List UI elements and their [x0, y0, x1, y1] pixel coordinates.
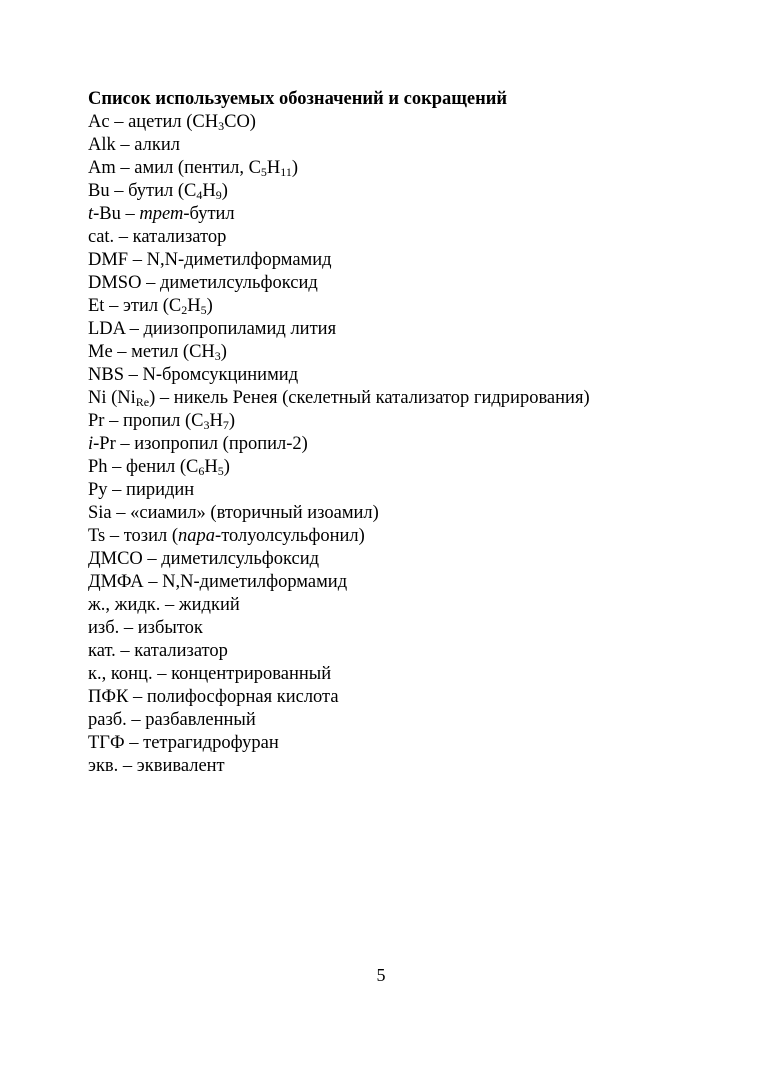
entry-text: CO): [224, 112, 256, 132]
entry-text: Ac – ацетил (CH: [88, 112, 219, 132]
entry-text: H: [209, 411, 223, 431]
subscript-text: 2: [181, 303, 188, 317]
italic-text: пара: [178, 526, 216, 546]
entry-text: ж., жидк. – жидкий: [88, 595, 240, 615]
entry-text: изб. – избыток: [88, 618, 203, 638]
entry-text: -Bu –: [93, 204, 140, 224]
entry-sia: [88, 502, 728, 525]
subscript-text: 9: [215, 188, 222, 202]
entry-text: разб. – разбавленный: [88, 710, 256, 730]
entry-text: ТГФ – тетрагидрофуран: [88, 733, 279, 753]
entry-text: кат. – катализатор: [88, 641, 228, 661]
entry-text: ): [221, 181, 228, 201]
entry-ts: [88, 525, 728, 548]
entry-text: ): [228, 411, 236, 431]
entry-dmf: [88, 249, 728, 272]
subscript-text: 5: [260, 165, 267, 179]
entry-text: ДМФА – N,N-диметилформамид: [88, 572, 348, 592]
entry-py: [88, 479, 728, 502]
entry-text: ): [206, 296, 213, 316]
entry-razb: [88, 709, 728, 732]
entry-text: LDA – диизопропиламид лития: [88, 319, 337, 339]
page-number: 5: [376, 965, 386, 985]
entry-text: H: [202, 181, 216, 201]
entry-i-pr: [88, 433, 728, 456]
entry-cat: [88, 226, 728, 249]
abbreviations-section: [88, 88, 728, 778]
entry-me: [88, 341, 728, 364]
entry-text: Bu – бутил (C: [88, 181, 197, 201]
entry-text: DMF – N,N-диметилформамид: [88, 250, 332, 270]
entry-text: -бутил: [183, 204, 235, 224]
entry-tgf: [88, 732, 728, 755]
entry-text: Am – амил (пентил, C: [88, 158, 261, 178]
entry-text: ) – никель Ренея (скелетный катализатор гидрирования): [149, 388, 590, 408]
abbreviations-list: [88, 111, 728, 778]
subscript-text: 7: [222, 418, 229, 432]
entry-text: DMSO – диметилсульфоксид: [88, 273, 318, 293]
entry-text: cat. – катализатор: [88, 227, 227, 247]
entry-bu: [88, 180, 728, 203]
subscript-text: 5: [200, 303, 207, 317]
entry-text: ПФК – полифосфорная кислота: [88, 687, 339, 707]
entry-text: Ts – тозил (: [88, 526, 179, 546]
entry-text: Ph – фенил (C: [88, 457, 199, 477]
entry-ni-re: [88, 387, 728, 410]
entry-text: Et – этил (C: [88, 296, 182, 316]
entry-dmso: [88, 272, 728, 295]
subscript-text: 3: [203, 418, 210, 432]
entry-pr: [88, 410, 728, 433]
italic-text: i: [88, 434, 94, 454]
entry-nbs: [88, 364, 728, 387]
entry-text: ): [220, 342, 227, 362]
subscript-text: 4: [196, 188, 203, 202]
entry-pfk: [88, 686, 728, 709]
entry-text: H: [204, 457, 218, 477]
entry-text: к., конц. – концентрированный: [88, 664, 332, 684]
entry-zh: [88, 594, 728, 617]
entry-text: ): [223, 457, 230, 477]
entry-text: H: [266, 158, 281, 178]
entry-t-bu: [88, 203, 728, 226]
subscript-text: 3: [218, 119, 225, 133]
subscript-text: Re: [135, 395, 150, 409]
subscript-text: 6: [198, 464, 205, 478]
entry-text: NBS – N-бромсукцинимид: [88, 365, 299, 385]
entry-izb: [88, 617, 728, 640]
entry-text: Me – метил (CH: [88, 342, 215, 362]
entry-text: Sia – «сиамил» (вторичный изоамил): [88, 503, 379, 523]
entry-text: Alk – алкил: [88, 135, 180, 155]
entry-ekv: [88, 755, 728, 778]
entry-text: H: [187, 296, 201, 316]
entry-text: Pr – пропил (C: [88, 411, 204, 431]
entry-ac: [88, 111, 728, 134]
entry-text: ): [291, 158, 299, 178]
entry-kat: [88, 640, 728, 663]
entry-dmfa-ru: [88, 571, 728, 594]
entry-text: Ni (Ni: [88, 388, 136, 408]
entry-dmso-ru: [88, 548, 728, 571]
entry-text: экв. – эквивалент: [88, 756, 225, 776]
entry-alk: [88, 134, 728, 157]
entry-text: Py – пиридин: [88, 480, 195, 500]
entry-konts: [88, 663, 728, 686]
entry-text: -Pr – изопропил (пропил-2): [93, 434, 308, 454]
italic-text: трет: [139, 204, 184, 224]
entry-text: ДМСО – диметилсульфоксид: [88, 549, 320, 569]
entry-am: [88, 157, 728, 180]
section-title: Список используемых обозначений и сокращений: [88, 89, 508, 109]
entry-et: [88, 295, 728, 318]
subscript-text: 11: [280, 165, 292, 179]
entry-ph: [88, 456, 728, 479]
entry-text: -толуолсульфонил): [215, 526, 365, 546]
italic-text: t: [88, 204, 94, 224]
subscript-text: 3: [214, 349, 221, 363]
subscript-text: 5: [217, 464, 224, 478]
entry-lda: [88, 318, 728, 341]
